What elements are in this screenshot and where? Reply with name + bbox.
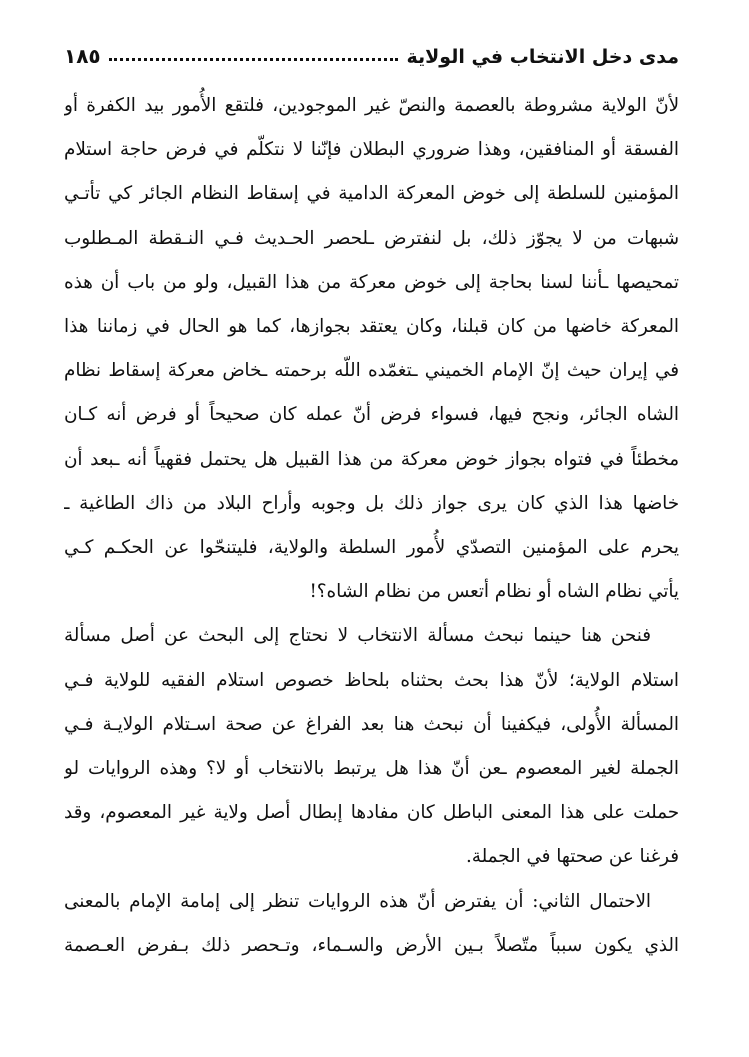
text-line: مخطئاً في فتواه بجواز خوض معركة من هذا القبيل هل يحتمل فقهياً أنه ـبعد أن (64, 448, 679, 470)
text-line: شبهات من لا يجوّز ذلك، بل لنفترض ـلحصر الحـديث فـي النـقطة المـطلوب (64, 227, 679, 249)
page-body (64, 84, 679, 968)
text-line: يأتي نظام الشاه أو نظام أتعس من نظام الشاه؟! (309, 581, 679, 603)
leader-dots (109, 57, 399, 61)
text-line: خاضها هذا الذي كان يرى جواز ذلك بل وجوبه وأراح البلاد من ذاك الطاغية ـ (64, 492, 679, 514)
text-line: المسألة الأُولى، فيكفينا أن نبحث هنا بعد الفراغ عن صحة اسـتلام الولايـة فـي (64, 713, 679, 735)
text-line: المعركة خاضها من كان قبلنا، وكان يعتقد بجوازها، كما هو الحال في زماننا هذا (64, 316, 679, 338)
text-line: فنحن هنا حينما نبحث مسألة الانتخاب لا نحتاج إلى البحث عن أصل مسألة (64, 625, 651, 647)
running-header (64, 28, 679, 68)
text-line: استلام الولاية؛ لأنّ هذا بحث بحثناه بلحاظ خصوص استلام الفقيه للولاية فـي (64, 669, 679, 691)
text-line: الاحتمال الثاني: أن يفترض أنّ هذه الروايات تنظر إلى إمامة الإمام بالمعنى (64, 890, 651, 912)
text-line: في إيران حيث إنّ الإمام الخميني ـتغمّده اللّه برحمته ـخاض معركة إسقاط نظام (64, 360, 679, 382)
text-line: حملت على هذا المعنى الباطل كان مفادها إبطال أصل ولاية غير المعصوم، وقد (64, 802, 679, 824)
text-line: الجملة لغير المعصوم ـعن أنّ هذا هل يرتبط بالانتخاب أو لا؟ وهذه الروايات لو (64, 758, 679, 780)
text-line: لأنّ الولاية مشروطة بالعصمة والنصّ غير الموجودين، فلتقع الأُمور بيد الكفرة أو (64, 95, 679, 116)
text-line: يحرم على المؤمنين التصدّي لأُمور السلطة والولاية، فليتنحّوا عن الحكـم كـي (64, 537, 679, 559)
text-line: تمحيصها ـأننا لسنا بحاجة إلى خوض معركة من هذا القبيل، ولو من باب أن هذه (64, 271, 679, 293)
text-line: المؤمنين للسلطة إلى خوض المعركة الدامية في إسقاط النظام الجائر كي تأتـي (64, 183, 679, 205)
text-line: الفسقة أو المنافقين، وهذا ضروري البطلان فإنّنا لا نتكلّم في فرض حاجة استلام (64, 139, 679, 161)
page-number: ١٨٥ (64, 44, 101, 68)
paragraph-3 (64, 880, 679, 968)
paragraph-1 (64, 84, 679, 614)
paragraph-2 (64, 614, 679, 879)
chapter-title: مدى دخل الانتخاب في الولاية (406, 46, 679, 68)
text-line: الذي يكون سبباً متّصلاً بـين الأرض والسـماء، وتـحصر ذلك بـفرض العـصمة (64, 934, 679, 956)
text-line: فرغنا عن صحتها في الجملة. (465, 846, 679, 868)
text-line: الشاه الجائر، ونجح فيها، فسواء فرض أنّ عمله كان صحيحاً أو فرض أنه كـان (64, 404, 679, 426)
